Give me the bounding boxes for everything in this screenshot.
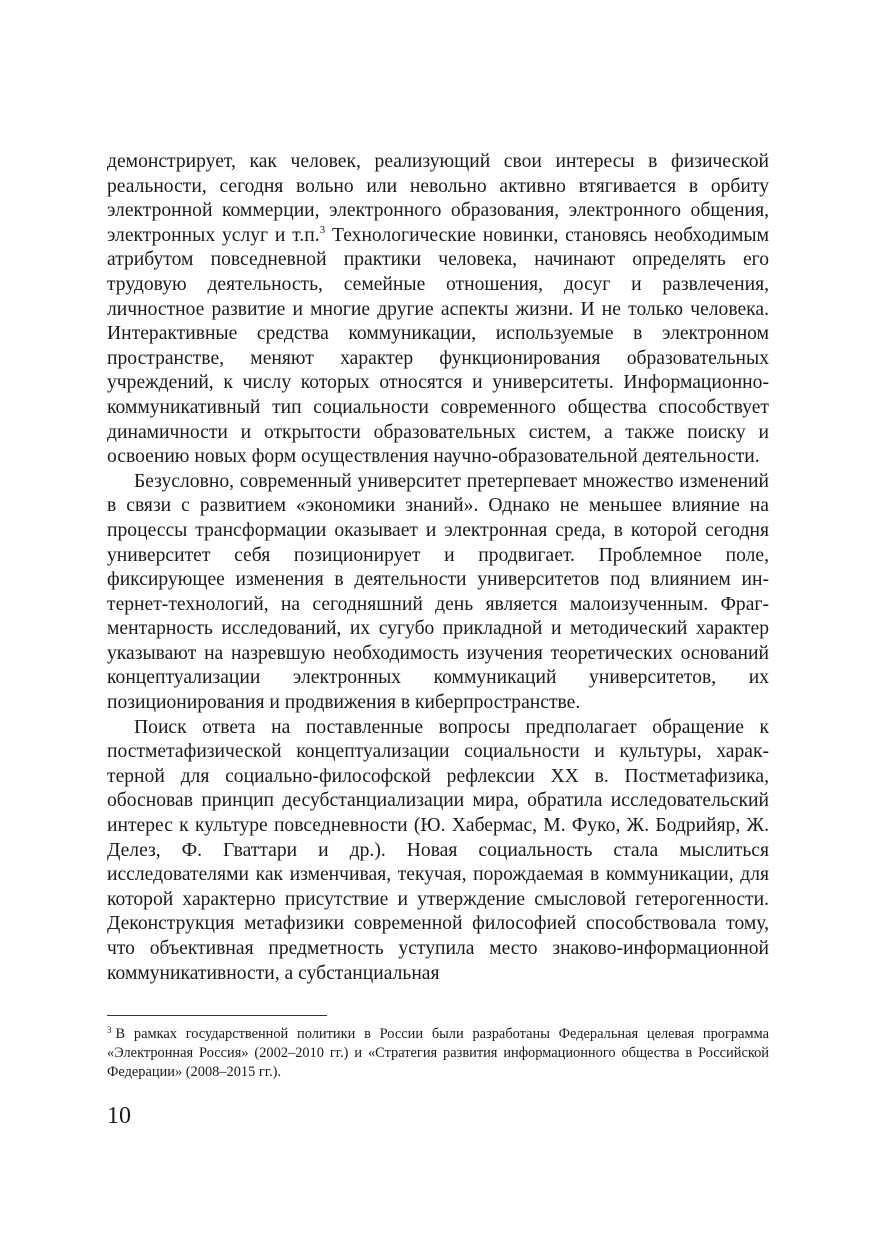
body-text xyxy=(107,150,769,986)
paragraph-1-continuation: Технологические новинки, становясь необходимым атрибутом повседневной практики человека, начинают определять его трудовую деятельность, семейные отношения, досуг и развлечения, личностное развитие и многие другие аспекты жизни. И не только человека. Интерактивные средства коммуникации, используемые в электронном пространстве, меняют характер функционирования образовательных учреждений, к числу которых относятся и университеты. Информационно-коммуникативный тип социальности современного общества способствует динамичности и открытости образовательных систем, а также поиску и освоению новых форм осуществления научно-образовательной деятельности. xyxy=(107,224,769,468)
paragraph-2: Безусловно, современный университет претерпевает множество изменений в связи с развитием «экономики знаний». Однако не меньшее влияние на процессы трансформации оказывает и электронная среда, в которой сегодня университет себя позиционирует и продвигает. Проблемное поле, фиксирующее изменения в деятельности университетов под влиянием интернет-технологий, на сегодняшний день является малоизученным. Фрагментарность исследований, их сугубо прикладной и методический характер указывают на назревшую необходимость изучения теоретических оснований концептуализации электронных коммуникаций университетов, их позиционирования и продвижения в киберпространстве. xyxy=(107,470,769,714)
footnote-text: В рамках государственной политики в России были разработаны Федеральная целевая программа «Электронная Россия» (2002–2010 гг.) и «Стратегия развития информационного общества в Российской Федерации» (2008–2015 гг.). xyxy=(107,1026,769,1080)
paragraph-3: Поиск ответа на поставленные вопросы предполагает обращение к постметафизической концептуализации социальности и культуры, характерной для социально-философской рефлексии XX в. Постметафизика, обосновав принцип десубстанциализации мира, обратила исследовательский интерес к культуре повседневности (Ю. Хабермас, М. Фуко, Ж. Бодрийяр, Ж. Делез, Ф. Гваттари и др.). Новая социальность стала мыслиться исследователями как изменчивая, текучая, порождаемая в коммуникации, для которой характерно присутствие и утверждение смысловой гетерогенности. Деконструкция метафизики современной философией способствовала тому, что объективная предметность уступила место знаково-информационной коммуникативности, а субстанциальная xyxy=(107,716,769,984)
paragraph-1 xyxy=(107,150,769,470)
footnote-number: 3 xyxy=(107,1025,112,1035)
page-number: 10 xyxy=(107,1103,131,1129)
paragraph-1-text: демонстрирует, как человек, реализующий свои интересы в физической реальности, сегодня вольно или невольно активно втягивается в орбиту электронной коммерции, электронного образования, электронного общения, электронных услуг и т.п. xyxy=(107,151,769,246)
footnote xyxy=(107,1025,769,1082)
footnote-divider xyxy=(107,1015,327,1016)
footnote-reference: 3 xyxy=(319,223,326,236)
